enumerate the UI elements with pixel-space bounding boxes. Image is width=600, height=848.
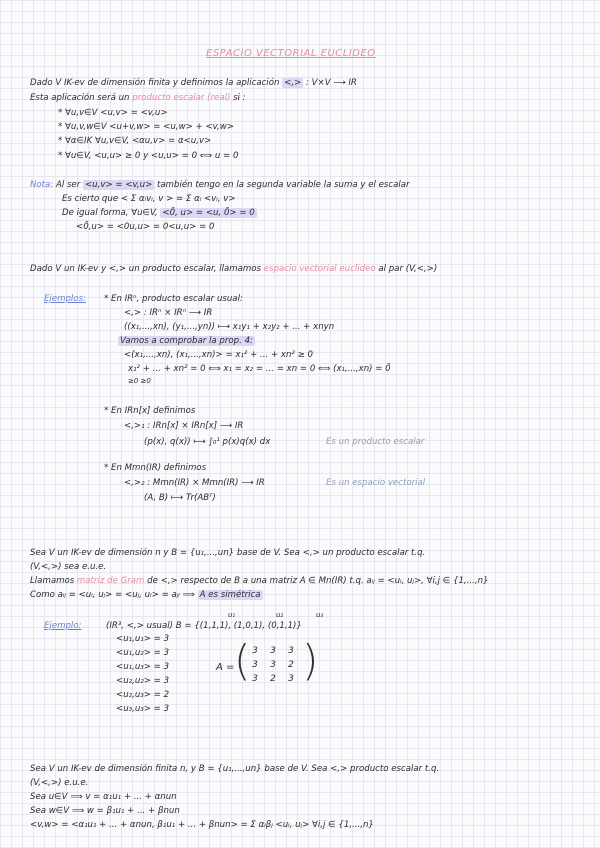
gram-product-2: <u₁,u₂> = 3	[116, 648, 170, 658]
definition-line-2	[30, 93, 246, 104]
gram-product-6: <u₃,u₃> = 3	[116, 704, 170, 714]
example-2-note: Es un producto escalar	[326, 437, 425, 447]
example-1-check-wrap	[118, 336, 255, 347]
coords-line-2: (V,<,>) e.u.e.	[30, 778, 89, 788]
definition-map: : V×V ⟶ IR	[306, 78, 357, 88]
matrix-row	[246, 660, 300, 674]
coords-line-1: Sea V un IK-ev de dimensión finita n, y B = {u₁,...,un} base de V. Sea <,> producto escalar t.q.	[30, 764, 440, 774]
gram-product-3: <u₁,u₃> = 3	[116, 662, 170, 672]
example-1-check: Vamos a comprobar la prop. 4:	[120, 336, 253, 346]
matrix-left-paren: (	[234, 636, 251, 685]
coords-line-5: <v,w> = <α₁u₁ + ... + αnun, β₁u₁ + ... + βnun> = Σ αᵢβⱼ <uᵢ, uⱼ> ∀i,j ∈ {1,...,n}	[30, 820, 374, 830]
nota-text-1a: Al ser	[55, 180, 81, 190]
matrix-row	[246, 674, 300, 688]
example-3-formula: (A, B) ⟼ Tr(ABᵀ)	[144, 493, 216, 503]
term-producto-escalar: producto escalar	[132, 93, 205, 103]
property-2: * ∀u,v,w∈V <u+v,w> = <u,w> + <v,w>	[58, 122, 235, 132]
nota-line-2: Es cierto que < Σ αᵢvᵢ, v > = Σ αᵢ <vᵢ, v>	[62, 194, 236, 204]
matrix-cell: 2	[270, 674, 276, 684]
vector-label-u2: u₂	[276, 611, 284, 619]
gram-text-4a: Como aᵢⱼ = <uᵢ, uⱼ> = <uⱼ, uᵢ> = aⱼᵢ ⟹	[30, 590, 195, 600]
coords-line-3: Sea u∈V ⟹ v = α₁u₁ + ... + αnun	[30, 792, 177, 802]
example-3-note: Es un espacio vectorial	[326, 478, 426, 488]
gram-line-1: Sea V un IK-ev de dimensión n y B = {u₁,...,un} base de V. Sea <,> un producto escalar t.q.	[30, 548, 426, 558]
vector-label-u3: u₃	[316, 611, 324, 619]
example-1-formula: ((x₁,...,xn), (y₁,...,yn)) ⟼ x₁y₁ + x₂y₂ + ... + xnyn	[124, 322, 335, 332]
nota-label: Nota:	[30, 180, 54, 190]
gram-symmetric: A es simétrica	[199, 590, 261, 600]
gram-text-3a: Llamamos	[30, 576, 75, 586]
nota-line-1	[30, 180, 410, 191]
definition-text: Dado V IK-ev de dimensión finita y definimos la aplicación	[30, 78, 280, 88]
matrix-cell: 3	[288, 674, 294, 684]
definition-end: si :	[233, 93, 246, 103]
property-3: * ∀α∈IK ∀u,v∈V, <αu,v> = α<u,v>	[58, 136, 212, 146]
nota-line-4: <0̄,u> = <0u,u> = 0<u,u> = 0	[76, 222, 215, 232]
gram-example-heading: (IR³, <,> usual) B = {(1,1,1), (1,0,1), (0,1,1)}	[106, 621, 302, 631]
example-1-heading: * En IRⁿ, producto escalar usual:	[104, 294, 243, 304]
matrix-cell: 3	[270, 646, 276, 656]
matrix-row	[246, 646, 300, 660]
example-1-line-6: ≥0 ≥0	[128, 377, 151, 385]
term-espacio-euclideo: espacio vectorial euclideo	[263, 264, 376, 274]
gram-matrix	[246, 646, 300, 688]
gram-product-1: <u₁,u₁> = 3	[116, 634, 170, 644]
definition-line-1	[30, 78, 357, 89]
nota-line-3	[62, 208, 257, 219]
example-1-line-4: <(x₁,...,xn), (x₁,...,xn)> = x₁² + ... + xn² ≥ 0	[124, 350, 313, 360]
page-title: ESPACIO VECTORIAL EUCLIDEO	[206, 48, 376, 59]
matrix-cell: 3	[252, 674, 258, 684]
property-1: * ∀u,v∈V <u,v> = <v,u>	[58, 108, 168, 118]
matrix-right-paren: )	[302, 636, 319, 685]
matrix-cell: 3	[252, 646, 258, 656]
definition-text-2: Esta aplicación será un	[30, 93, 130, 103]
matrix-cell: 3	[288, 646, 294, 656]
example-1-line-5: x₁² + ... + xn² = 0 ⟺ x₁ = x₂ = ... = xn = 0 ⟺ (x₁,...,xn) = 0̄	[128, 364, 391, 374]
example-2-map: <,>₁ : IRn[x] × IRn[x] ⟶ IR	[124, 421, 244, 431]
nota-text-3a: De igual forma, ∀u∈V,	[62, 208, 158, 218]
ejemplos-label: Ejemplos:	[44, 294, 86, 304]
matrix-cell: 3	[270, 660, 276, 670]
euclidean-space-def	[30, 264, 437, 275]
matrix-cell: 3	[252, 660, 258, 670]
gram-line-3	[30, 576, 489, 587]
euclidean-text-b: al par (V,<,>)	[378, 264, 438, 274]
vector-label-u1: u₁	[228, 611, 236, 619]
example-3-map: <,>₂ : Mmn(IR) × Mmn(IR) ⟶ IR	[124, 478, 265, 488]
ejemplo-label: Ejemplo:	[44, 621, 82, 631]
gram-line-4	[30, 590, 263, 601]
matrix-label: A =	[216, 662, 235, 673]
term-note: (real)	[207, 93, 231, 103]
nota-text-1b: también tengo en la segunda variable la suma y el escalar	[157, 180, 410, 190]
gram-line-2: (V,<,>) sea e.u.e.	[30, 562, 107, 572]
matrix-cell: 2	[288, 660, 294, 670]
example-1-map: <,> : IRⁿ × IRⁿ ⟶ IR	[124, 308, 213, 318]
property-4: * ∀u∈V, <u,u> ≥ 0 y <u,u> = 0 ⟺ u = 0	[58, 151, 239, 161]
gram-text-3b: de <,> respecto de B a una matriz A ∈ Mn(IR) t.q. aᵢⱼ = <uᵢ, uⱼ>, ∀i,j ∈ {1,...,n}	[147, 576, 489, 586]
nota-zero-vector: <0̄, u> = <u, 0̄> = 0	[162, 208, 255, 218]
example-2-heading: * En IRn[x] definimos	[104, 406, 196, 416]
coords-line-4: Sea w∈V ⟹ w = β₁u₁ + ... + βnun	[30, 806, 180, 816]
nota-symmetry: <u,v> = <v,u>	[84, 180, 153, 190]
euclidean-text-a: Dado V un IK-ev y <,> un producto escalar, llamamos	[30, 264, 262, 274]
example-3-heading: * En Mmn(IR) definimos	[104, 463, 207, 473]
gram-product-4: <u₂,u₂> = 3	[116, 676, 170, 686]
term-matriz-gram: matriz de Gram	[76, 576, 145, 586]
example-2-formula: (p(x), q(x)) ⟼ ∫₀¹ p(x)q(x) dx	[144, 437, 271, 447]
inner-product-symbol: <,>	[284, 78, 302, 88]
gram-product-5: <u₂,u₃> = 2	[116, 690, 170, 700]
